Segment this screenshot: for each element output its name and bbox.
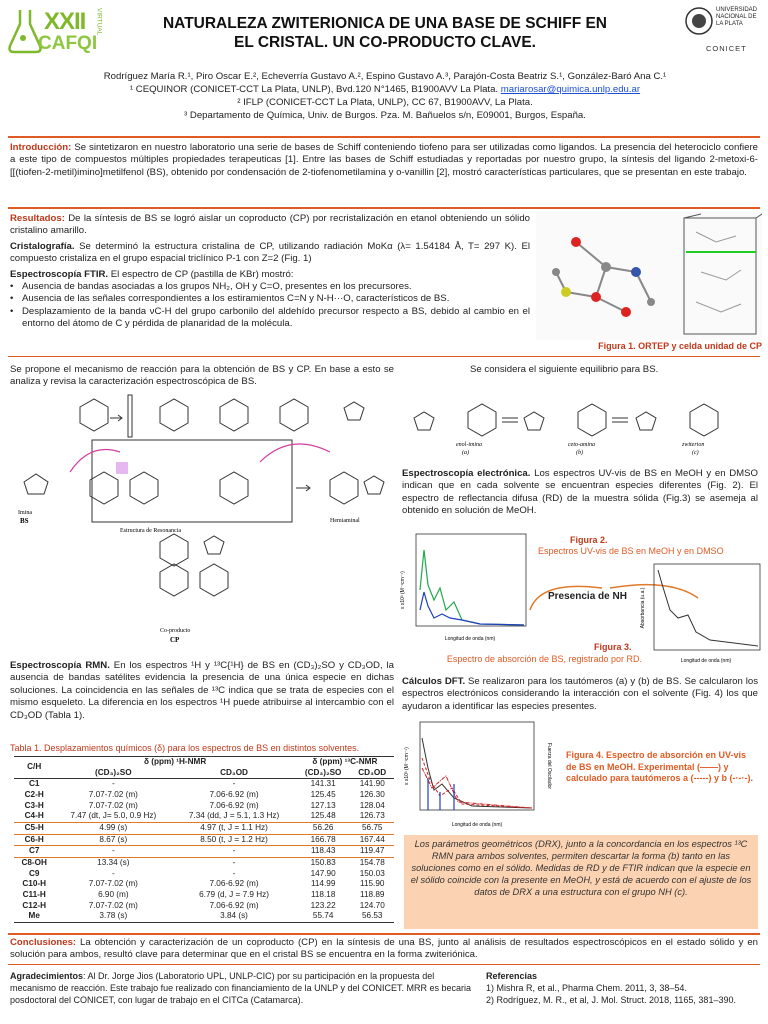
table-cell: 7.07-7.02 (m) [88,789,138,799]
fig3-xlabel: Longitud de onda (nm) [680,658,732,664]
table-cell: 128.04 [359,800,385,810]
table-cell: 8.50 (t, J = 1.2 Hz) [200,834,268,844]
intro-label: Introducción: [10,142,72,153]
col-ch: C/H [27,762,42,772]
col-group-h: δ (ppm) ¹H-NMR [144,757,207,766]
table-cell: 115.90 [360,879,385,889]
table-row [14,911,394,922]
table-row [14,890,394,901]
table-cell: 7.07-7.02 (m) [88,800,138,810]
university-seal-icon [684,6,714,36]
equilibrium-text: Se considera el siguiente equilibrio para BS. [470,364,659,375]
ack-text: : Al Dr. Jorge Jios (Laboratorio UPL, UNLP-CIC) por su participación en la propuesta del mecanismo de reacción. Este trabajo fue realizado con financiamiento de la UNLP y del CONICET. MRR es becaria posdoctoral del CONICET, con lugar de trabajo en el CITCa (Catamarca). [10,971,472,1005]
table-cell: 154.78 [359,857,385,867]
table-cell: - [111,868,115,878]
ack-label: Agradecimientos [10,971,84,981]
logo-xxii: XXII [44,8,86,35]
title-line-1: NATURALEZA ZWITERIONICA DE UNA BASE DE SCHIFF EN [162,15,608,32]
table-cell: C12-H [22,900,47,910]
table-cell: 166.78 [310,834,336,844]
table-row [14,901,394,912]
table-cell: 7.47 (dt, J= 5.0, 0.9 Hz) [70,811,157,821]
table-row [14,834,394,846]
conclusions-section [10,937,758,962]
table-cell: C5-H [14,822,54,834]
fig2-ylabel: ε x10³ (M⁻¹cm⁻¹) [400,571,406,609]
table-row [14,869,394,880]
table-cell: C11-H [22,889,46,899]
col-dmso-h: (CD₃)₂SO [95,767,132,777]
label-imina: Imina [18,510,32,516]
table-cell: 147.90 [310,868,336,878]
ftir-item: • Ausencia de bandas asociadas a los grupos NH₂, OH y C=O, presentes en los precursores. [10,281,530,293]
table-cell: C10-H [22,879,47,889]
label-coproducto: Co-producto [160,628,191,634]
col-group-c: δ (ppm) ¹³C-NMR [312,757,378,766]
table-cell: - [232,868,236,878]
ref-item: 2) Rodríguez, M. R., et al, J. Mol. Struct. 2018, 1165, 381–390. [486,995,736,1005]
figure-1-caption: Figura 1. ORTEP y celda unidad de CP [598,341,762,351]
cryst-text: Se determinó la estructura cristalina de CP, utilizando radiación MoKα (λ= 1.54184 Å, T= 297 K). El compuesto cristaliza en el grupo espacial triclínico P-1 con Z=2 (Fig. 1) [10,240,530,265]
table-1-caption: Tabla 1. Desplazamientos químicos (δ) para los espectros de BS en distintos solventes. [10,743,360,753]
results-section [10,213,530,331]
table-cell: C2-H [24,789,44,799]
table-cell: - [232,857,236,867]
table-cell: 123.22 [310,900,336,910]
table-cell: C4-H [24,811,44,821]
acknowledgements [10,970,480,1006]
university-name: UNIVERSIDAD NACIONAL DE LA PLATA [716,7,758,27]
unlp-logo [684,6,764,58]
table-cell: 141.31 [310,779,336,789]
conicet-logo: CONICET [706,44,747,53]
table-cell: C8-OH [21,857,47,867]
table-cell: 125.45 [310,789,336,799]
table-cell: 125.48 [310,811,336,821]
figure-2-title: Figura 2. [570,535,608,545]
conclusion-note: Los parámetros geométricos (DRX), junto a la concordancia en los espectros ¹³C RMN para ambos solventes, permiten descartar la forma (b) tanto en las soluciones como en el sólido. Medidas de RD y de FTIR indican que la especie en el sólido coincide con la presente en MeOH, y está de acuerdo con el ajuste de los datos de DRX a una estructura con el grupo NH (c). [404,835,758,929]
table-cell: 141.90 [359,779,385,789]
figure-2-text: Espectros UV-vis de BS en MeOH y en DMSO [538,546,724,556]
table-cell: - [54,846,172,858]
label-resonancia: Estructura de Resonancia [120,528,181,534]
logo-virtual: VIRTUAL [95,8,103,36]
label-enol-imina: enol-imina [456,442,482,448]
rmn-section [10,660,394,722]
table-cell: 13.34 (s) [97,857,130,867]
uvvis-label: Espectroscopía electrónica. [402,468,531,479]
rmn-text: En los espectros ¹H y ¹³C{¹H} de BS en (CD₃)₂SO y CD₃OD, la ausencia de bandas satélites evidencia la presencia de una única especie en dichas soluciones. La coincidencia en las señales de ¹³C indica que se trata de especies con el mismo esqueleto. La diferencia en los espectros ¹H puede atribuirse al intercambio con el CD₃OD (Tabla 1). [10,660,394,721]
intro-text: Se sintetizaron en nuestro laboratorio una serie de bases de Schiff conteniendo tiofeno para ser utilizadas como ligandos. La presencia del heterociclo confiere a este tipo de compuestos múltiples propiedades terapeuticas [1]. Entre las bases de Schiff estudiadas y reportadas por nuestro grupo, la síntesis del ligando 2-metoxi-6-[[(tiofen-2-metil)imino]metilfenol (BS), obtenido por condensación de 2-tiofenometilamina y o-vanillin [2], mostró características particulares, que se presentan en este trabajo. [10,142,758,178]
table-cell: 126.73 [359,811,385,821]
dft-spectrum-chart [402,718,554,832]
table-row [14,879,394,890]
divider [8,964,760,965]
tautomer-equilibrium-diagram [404,378,760,458]
conclusions-text: La obtención y caracterización de un coproducto (CP) en la síntesis de una BS, junto al análisis de resultados espectroscópicos en el estado sólido y en solución para ambos, resultó clave para determinar que en el cristal BS se encuentra en la forma zwiteriónica. [10,937,758,961]
nmr-shifts-table [14,756,394,923]
col-dmso-c: (CD₃)₂SO [304,767,342,777]
ftir-text: El espectro de CP (pastilla de KBr) mostró: [110,268,294,280]
ftir-item: • Desplazamiento de la banda νC-H del grupo carbonilo del aldehído precursor respecto a BS, debido al cambio en el entorno del átomo de C y pérdida de planaridad de la molécula. [10,306,530,331]
table-cell: 56.75 [350,822,394,834]
table-cell: C6-H [24,834,44,844]
mechanism-text: Se propone el mecanismo de reacción para la obtención de BS y CP. En base a esto se analiza y revisa la caracterización espectroscópica de BS. [10,364,394,388]
table-cell: 6.79 (d, J = 7.9 Hz) [199,889,269,899]
table-row [14,811,394,822]
references [486,970,762,1006]
table-cell: 3.78 (s) [99,911,128,921]
affiliation-1: ¹ CEQUINOR (CONICET-CCT La Plata, UNLP), Bvd.120 N°1465, B1900AVV La Plata. mariarosar@quimica.unlp.edu.ar [129,84,641,95]
logo-cafqi: CAFQI [38,33,98,54]
table-cell: C9 [28,868,40,878]
table-cell: 118.89 [360,889,385,899]
table-cell: - [172,846,296,858]
table-cell: 7.06-6.92 (m) [209,800,259,810]
table-row [14,822,394,834]
table-cell: 150.03 [359,868,385,878]
cafqi-logo [6,4,106,60]
fig3-ylabel: Absorbancia (u.a.) [640,587,646,629]
divider [8,933,760,935]
divider [8,207,760,209]
nmr-table [14,756,394,923]
ftir-item: • Ausencia de las señales correspondientes a los estiramientos C=N y N-H···O, característicos de BS. [10,293,530,305]
table-cell: C1 [28,779,40,789]
authors: Rodríguez María R.¹, Piro Oscar E.², Echeverría Gustavo A.², Espino Gustavo A.³, Parajón-Costa Beatriz S.¹, González-Baró Ana C.¹ [103,71,667,82]
divider [8,356,760,357]
cryst-label: Cristalografía. [10,240,75,252]
table-cell: 8.67 (s) [99,834,128,844]
table-cell: 7.07-7.02 (m) [88,900,138,910]
uvvis-section [402,468,758,518]
col-cd3od-c: CD₃OD [358,767,387,777]
ref-label: Referencias [486,971,538,981]
table-cell: 7.06-6.92 (m) [209,879,259,889]
table-cell: - [111,779,115,789]
table-cell: 4.97 (t, J = 1.1 Hz) [172,822,296,834]
table-cell: 114.99 [310,879,336,889]
table-cell: 167.44 [359,834,385,844]
figure-3-title: Figura 3. [594,642,632,652]
nh-label: Presencia de NH [548,591,627,602]
label-hemiaminal: Hemiaminal [330,518,360,524]
table-cell: 7.06-6.92 (m) [209,789,259,799]
figure-3-chart [640,560,764,668]
reaction-mechanism-diagram [10,392,396,654]
table-cell: 3.84 (s) [220,911,248,921]
table-cell: 7.07-7.02 (m) [88,879,138,889]
rmn-label: Espectroscopía RMN. [10,660,110,671]
table-row [14,779,394,790]
intro-section [10,142,758,179]
mechanism-scheme [10,392,396,654]
fig4-y2label: Fuerza del Oscilador [546,742,552,790]
figure-1-ortep [536,212,762,340]
poster-title [110,14,660,52]
email-link[interactable]: mariarosar@quimica.unlp.edu.ar [500,84,641,95]
table-cell: 119.47 [350,846,394,858]
figure-3-text: Espectro de absorción de BS, registrado por RD. [446,654,642,664]
table-cell: 126.30 [359,789,385,799]
authors-block [60,70,710,122]
affiliation-3: ³ Departamento de Química, Univ. de Burgos. Pza. M. Bañuelos s/n, E09001, Burgos, España. [184,110,586,121]
ref-item: 1) Mishra R, et al., Pharma Chem. 2011, 3, 38–54. [486,983,687,993]
table-row [14,790,394,801]
table-cell: 7.34 (dd, J = 5.1, 1.3 Hz) [188,811,280,821]
fig2-xlabel: Longitud de onda (nm) [444,636,496,642]
table-cell: C7 [14,846,54,858]
table-cell: Me [28,911,40,921]
table-cell: 150.83 [310,857,336,867]
dft-label: Cálculos DFT. [402,676,466,687]
table-cell: 6.90 (m) [98,889,129,899]
table-row [14,846,394,858]
svg-text:(c): (c) [692,450,699,456]
fig4-xlabel: Longitud de onda (nm) [451,822,503,828]
title-line-2: EL CRISTAL. UN CO-PRODUCTO CLAVE. [234,34,536,51]
results-text: De la síntesis de BS se logró aislar un coproducto (CP) por recristalización en etanol obteniendo un sólido cristalino amarillo. [10,213,530,237]
ftir-label: Espectroscopía FTIR. [10,268,109,280]
figure-4-chart [402,718,554,832]
label-bs: BS [20,517,29,525]
col-cd3od-h: CD₃OD [220,767,248,777]
table-cell: 118.18 [310,889,336,899]
table-cell: 55.74 [312,911,334,921]
table-row [14,857,394,868]
table-cell: 7.06-6.92 (m) [209,900,259,910]
conclusions-label: Conclusiones: [10,937,77,948]
svg-text:(b): (b) [576,450,583,456]
table-cell: 118.43 [296,846,351,858]
table-cell: 127.13 [310,800,336,810]
dft-text: Se realizaron para los tautómeros (a) y (b) de BS. Se calcularon los espectros electrónicos considerando la interacción con el solvente (Fig. 4) los que ayudaron a identificar las especies presentes. [402,676,759,712]
affiliation-2: ² IFLP (CONICET-CCT La Plata, UNLP), CC 67, B1900AVV, La Plata. [237,97,533,108]
divider [8,136,760,138]
equilibrium-scheme [404,378,760,458]
table-cell: C3-H [24,800,44,810]
fig4-ylabel: ε x10³ (M⁻¹cm⁻¹) [404,747,410,785]
svg-text:(a): (a) [462,450,469,456]
table-cell: 56.26 [296,822,351,834]
results-label: Resultados: [10,213,65,224]
table-cell: 4.99 (s) [54,822,172,834]
table-cell: 56.53 [361,911,383,921]
reflectance-spectrum-chart [640,560,764,668]
label-cp: CP [170,636,180,644]
label-zwitterion: zwiterion [682,442,705,448]
figure-4-caption: Figura 4. Espectro de absorción en UV-vis de BS en MeOH. Experimental (——) y calculado para tautómeros a (-----) y b (-·-·-). [566,750,754,784]
crystal-structure-image [536,212,762,340]
table-cell: - [232,779,236,789]
table-row [14,801,394,812]
table-cell: 124.70 [359,900,385,910]
label-ceto-amina: ceto-amina [568,442,595,448]
uvvis-text: Los espectros UV-vis de BS en MeOH y en DMSO indican que en cada solvente se encuentran especies diferentes (Fig. 2). El espectro de reflectancia difusa (RD) de la muestra sólida (Fig.3) se asemeja al obtenido en solución de MeOH. [402,468,758,517]
dft-section [402,676,758,713]
